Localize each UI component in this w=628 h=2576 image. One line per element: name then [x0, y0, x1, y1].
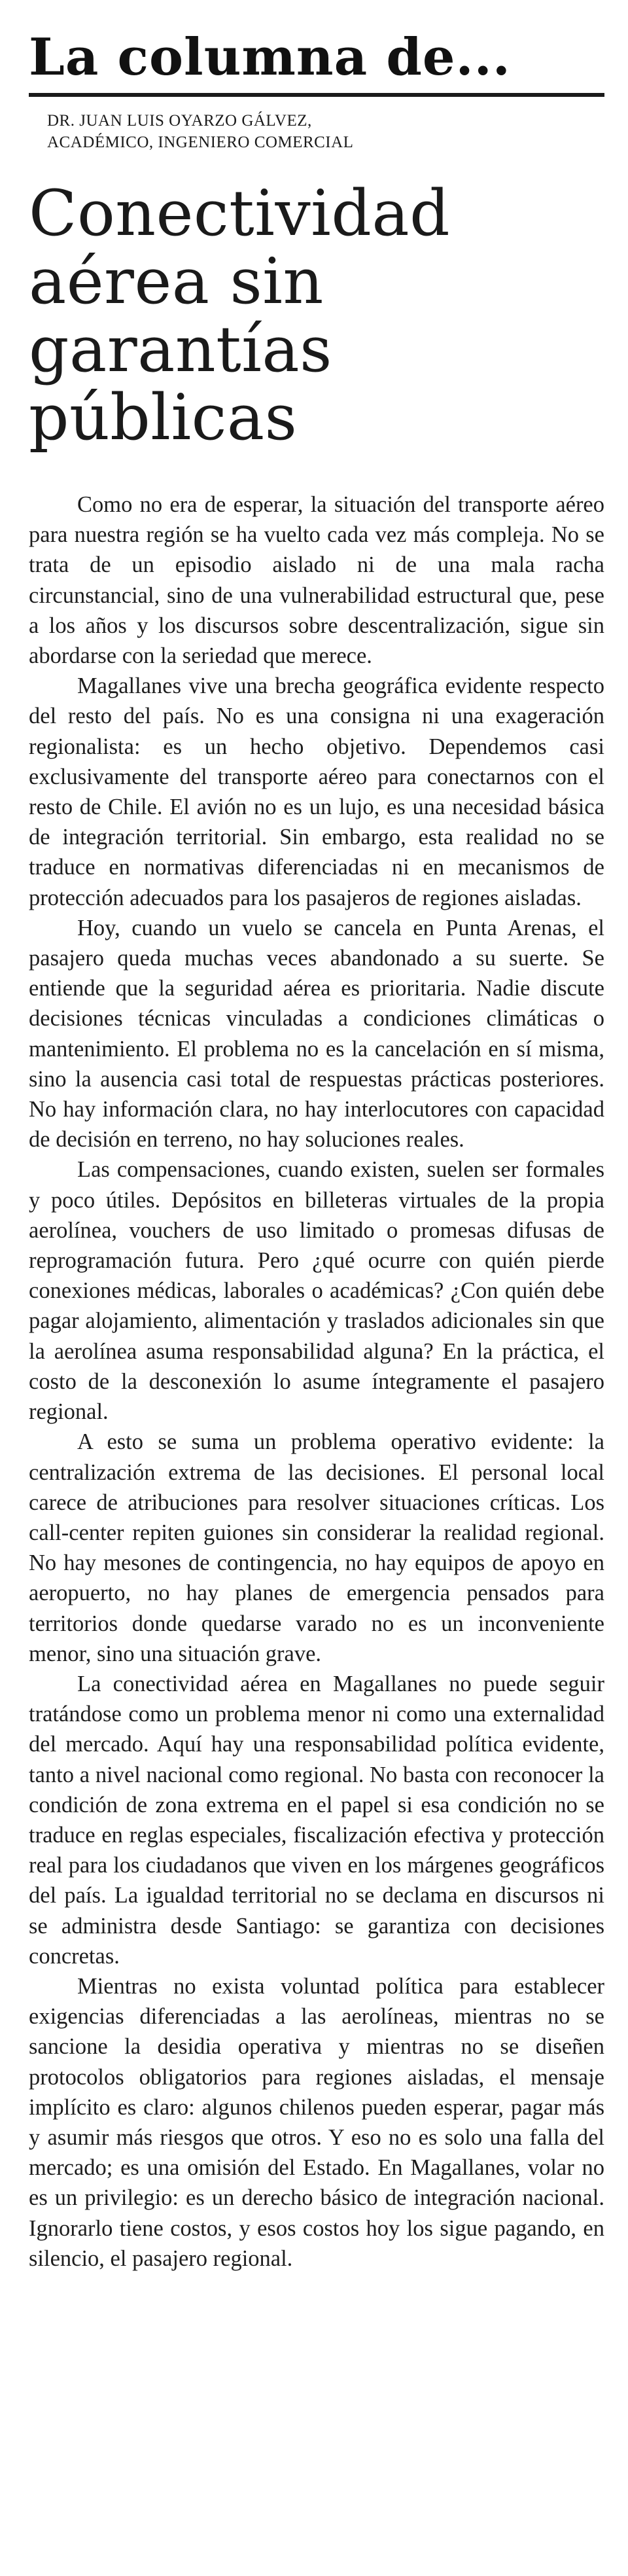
article-paragraph: La conectividad aérea en Magallanes no puede seguir tratándose como un problema menor ni como una externalidad del mercado. Aquí hay una responsabilidad política evidente, tanto a nivel nacional como regional. No basta con reconocer la condición de zona extrema en el papel si esa condición no se traduce en reglas especiales, fiscalización efectiva y protección real para los ciudadanos que viven en los márgenes geográficos del país. La igualdad territorial no se declama en discursos ni se administra desde Santiago: se garantiza con decisiones concretas. — [29, 1671, 604, 1969]
article-paragraph: Mientras no exista voluntad política para establecer exigencias diferenciadas a las aerolíneas, mientras no se sancione la desidia operativa y mientras no se diseñen protocolos obligatorios para regiones aisladas, el mensaje implícito es claro: algunos chilenos pueden esperar, pagar más y asumir más riesgos que otros. Y eso no es solo una falla del mercado; es una omisión del Estado. En Magallanes, volar no es un privilegio: es un derecho básico de integración nacional. Ignorarlo tiene costos, y esos costos hoy los sigue pagando, en silencio, el pasajero regional. — [29, 1973, 604, 2271]
article-body — [29, 490, 604, 2274]
article-paragraph: Magallanes vive una brecha geográfica evidente respecto del resto del país. No es una consigna ni una exageración regionalista: es un hecho objetivo. Dependemos casi exclusivamente del transporte aéreo para conectarnos con el resto de Chile. El avión no es un lujo, es una necesidad básica de integración territorial. Sin embargo, esta realidad no se traduce en normativas diferenciadas ni en mecanismos de protección adecuados para los pasajeros de regiones aisladas. — [29, 673, 604, 910]
author-name: DR. JUAN LUIS OYARZO GÁLVEZ, — [47, 112, 312, 130]
article-headline: Conectividad aérea sin garantías públicas — [29, 177, 451, 454]
section-title: La columna de... — [29, 27, 511, 87]
article-paragraph: Hoy, cuando un vuelo se cancela en Punta Arenas, el pasajero queda muchas veces abandonado a su suerte. Se entiende que la seguridad aérea es prioritaria. Nadie discute decisiones técnicas vinculadas a condiciones climáticas o mantenimiento. El problema no es la cancelación en sí misma, sino la ausencia casi total de respuestas prácticas posteriores. No hay información clara, no hay interlocutores con capacidad de decisión en terreno, no hay soluciones reales. — [29, 915, 604, 1153]
article-paragraph: Como no era de esperar, la situación del transporte aéreo para nuestra región se ha vuelto cada vez más compleja. No se trata de un episodio aislado ni de una mala racha circunstancial, sino de una vulnerabilidad estructural que, pese a los años y los discursos sobre descentralización, sigue sin abordarse con la seriedad que merece. — [29, 492, 604, 669]
author-byline — [47, 110, 604, 153]
article-paragraph: Las compensaciones, cuando existen, suelen ser formales y poco útiles. Depósitos en billeteras virtuales de la propia aerolínea, vouchers de uso limitado o promesas difusas de reprogramación futura. Pero ¿qué ocurre con quién pierde conexiones médicas, laborales o académicas? ¿Con quién debe pagar alojamiento, alimentación y traslados adicionales sin que la aerolínea asuma responsabilidad alguna? En la práctica, el costo de la desconexión lo asume íntegramente el pasajero regional. — [29, 1157, 604, 1425]
title-divider — [29, 93, 604, 97]
article-paragraph: A esto se suma un problema operativo evidente: la centralización extrema de las decisiones. El personal local carece de atribuciones para resolver situaciones críticas. Los call-center repiten guiones sin considerar la realidad regional. No hay mesones de contingencia, no hay equipos de apoyo en aeropuerto, no hay planes de emergencia pensados para territorios donde quedarse varado no es un inconveniente menor, sino una situación grave. — [29, 1429, 604, 1666]
author-role: ACADÉMICO, INGENIERO COMERCIAL — [47, 134, 354, 151]
